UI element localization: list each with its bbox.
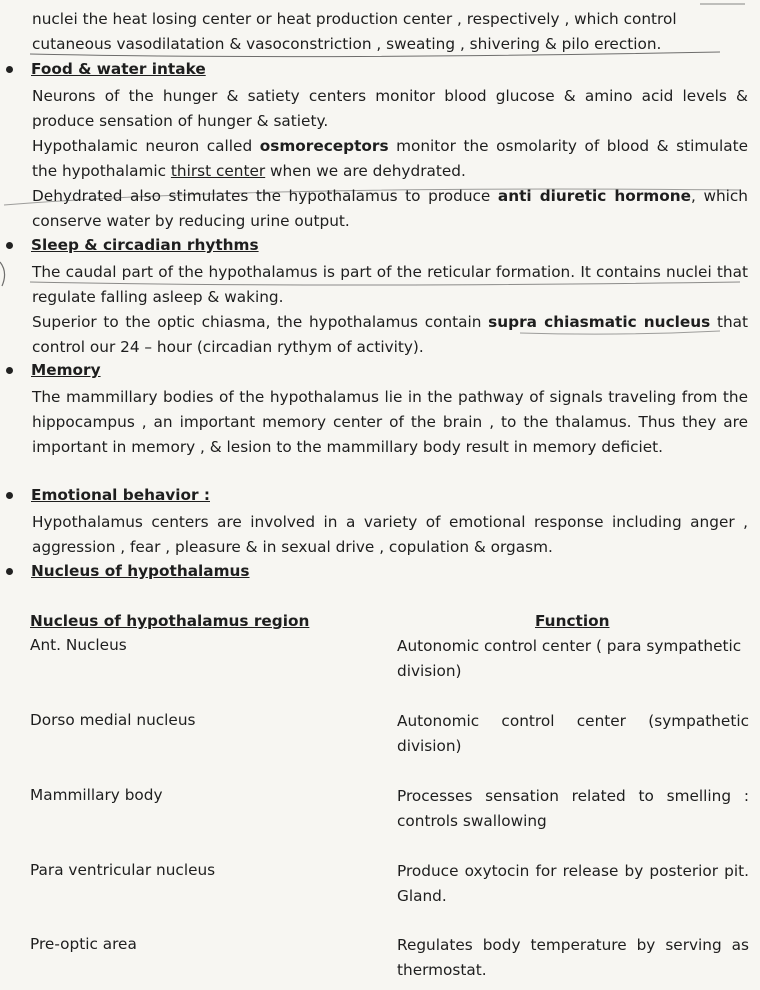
table-row-region: Dorso medial nucleus [30,711,196,729]
bullet-icon [6,66,13,73]
heading-emotional: Emotional behavior : [31,486,210,504]
table-row-region: Para ventricular nucleus [30,861,216,879]
intro-line-1: nuclei the heat losing center or heat production center , respectively , which control [32,10,677,28]
bullet-icon [6,492,13,499]
text-run: , which conserve water by reducing urine output. [32,187,749,230]
food-paragraph-3 [32,184,748,234]
sleep-paragraph-2 [32,310,748,360]
column-header-region: Nucleus of hypothalamus region [30,612,310,630]
text-run: monitor the osmolarity of blood & stimulate the hypothalamic [32,137,748,180]
bullet-icon [6,367,13,374]
term-scn: supra chiasmatic nucleus [488,313,711,331]
table-row-function: Autonomic control center (sympathetic division) [397,712,749,755]
table-row-region: Pre-optic area [30,935,137,953]
sleep-paragraph-1: The caudal part of the hypothalamus is part of the reticular formation. It contains nuclei that regulate falling asleep & waking. [32,263,748,306]
text-run: Hypothalamic neuron called [32,137,260,155]
table-row-region: Mammillary body [30,786,163,804]
table-row-function: Produce oxytocin for release by posterior pit. Gland. [397,862,749,905]
table-row-function: Autonomic control center ( para sympathetic division) [397,637,742,680]
term-osmoreceptors: osmoreceptors [259,137,389,155]
table-row-function: Processes sensation related to smelling : controls swallowing [397,787,749,830]
heading-sleep: Sleep & circadian rhythms [31,236,259,254]
memory-paragraph: The mammillary bodies of the hypothalamus lie in the pathway of signals traveling from the hippocampus , an important memory center of the brain , to the thalamus. Thus they are important in memory , & lesion to the mammillary body result in memory deficiet. [32,388,748,456]
term-adh: anti diuretic hormone [497,187,692,205]
food-paragraph-1: Neurons of the hunger & satiety centers monitor blood glucose & amino acid levels & produce sensation of hunger & satiety. [32,87,748,130]
bullet-icon [6,242,13,249]
text-run: Superior to the optic chiasma, the hypothalamus contain [32,313,489,331]
table-row-function: Regulates body temperature by serving as thermostat. [397,936,749,979]
column-header-function: Function [535,612,610,630]
text-run: Dehydrated also stimulates the hypothalamus to produce [32,187,498,205]
heading-food-water: Food & water intake [31,60,206,78]
food-paragraph-2 [32,134,748,184]
heading-memory: Memory [31,361,101,379]
text-run: when we are dehydrated. [265,162,466,180]
intro-line-2: cutaneous vasodilatation & vasoconstriction , sweating , shivering & pilo erection. [32,35,662,53]
term-thirst-center: thirst center [170,162,266,180]
heading-nucleus: Nucleus of hypothalamus [31,562,250,580]
emotion-paragraph: Hypothalamus centers are involved in a variety of emotional response including anger , aggression , fear , pleasure & in sexual drive , copulation & orgasm. [32,513,748,556]
table-row-region: Ant. Nucleus [30,636,127,654]
bullet-icon [6,568,13,575]
text-run: that control our 24 – hour (circadian rythym of activity). [32,313,749,356]
